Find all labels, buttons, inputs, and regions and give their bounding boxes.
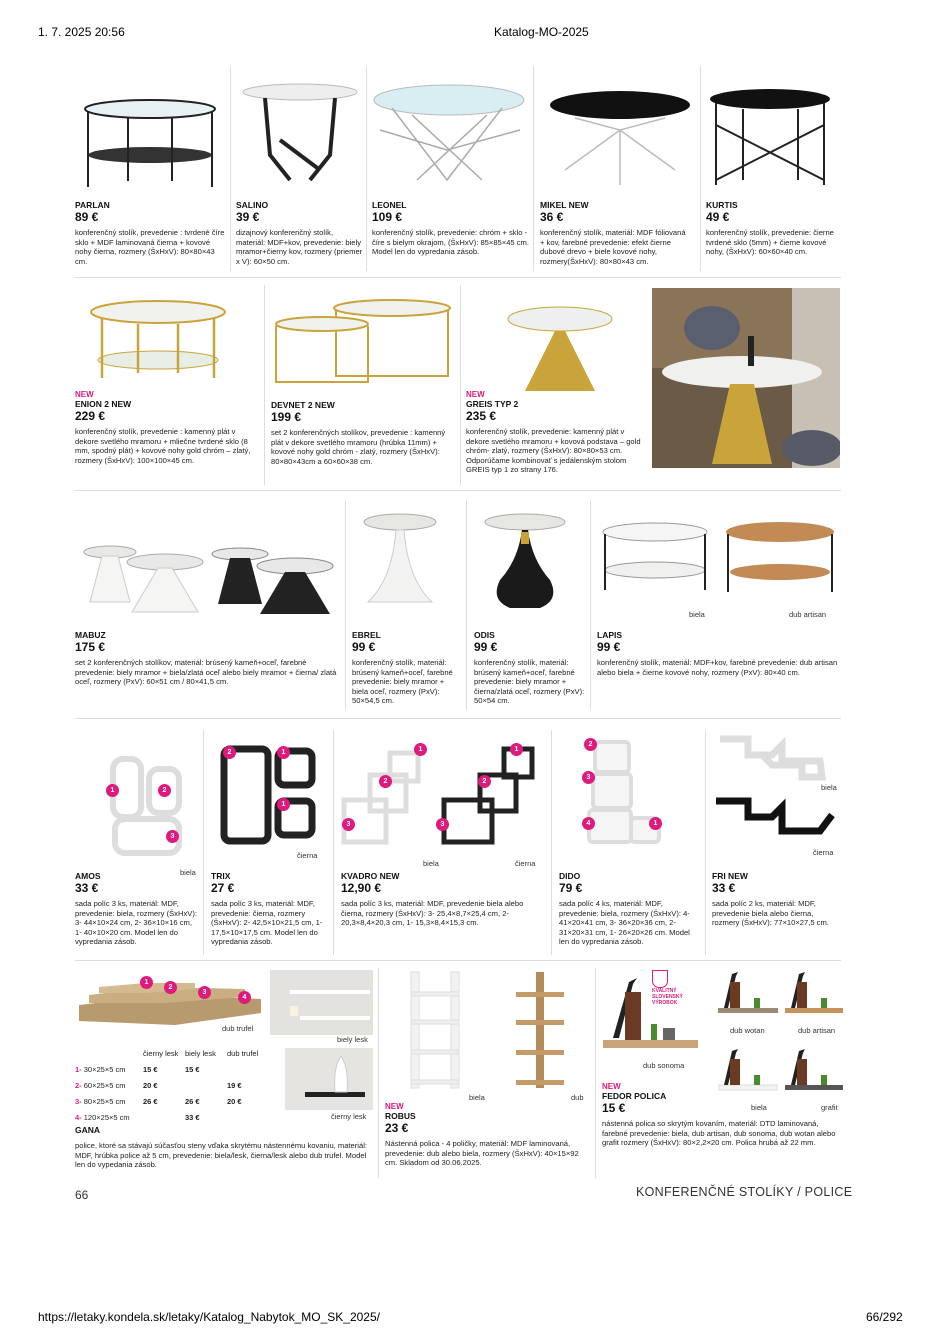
variant-label: biela bbox=[751, 1103, 767, 1112]
lapis-image bbox=[600, 520, 840, 605]
variant-label: biela bbox=[180, 868, 196, 877]
product-name: KVADRO NEW bbox=[341, 871, 400, 881]
number-badge: 3 bbox=[198, 986, 211, 999]
fedor-wotan-image bbox=[718, 968, 778, 1018]
product-name: ODIS bbox=[474, 630, 495, 640]
product-name: KURTIS bbox=[706, 200, 738, 210]
table-header: biely lesk bbox=[185, 1048, 216, 1058]
product-price: 33 € bbox=[75, 881, 99, 895]
product-name: MIKEL NEW bbox=[540, 200, 589, 210]
product-desc: sada políc 4 ks, materiál: MDF, prevedenie: biela, rozmery (ŠxHxV): 4- 41×20×41 cm, 3- 36×20×36 cm, 2- 31×20×31 cm, 1- 26×20×26 cm. Model len do vypredania zásob. bbox=[559, 899, 690, 946]
product-kurtis bbox=[706, 200, 842, 257]
product-price: 99 € bbox=[597, 640, 621, 654]
product-desc: konferenčný stolík, prevedenie: kamenný plát v dekore svetlého mramoru + kovová podstava – gold chróm- zlatý, rozmery (ŠxHxV): 80×80×53 cm. Odporúčame kombinovať s jedálenským stolom GREIS typ 1 zo strany 176. bbox=[466, 427, 641, 474]
product-name: LEONEL bbox=[372, 200, 407, 210]
variant-label: dub artisan bbox=[789, 610, 827, 619]
number-badge: 1 bbox=[649, 817, 662, 830]
variant-label: grafit bbox=[821, 1103, 838, 1112]
number-badge: 3 bbox=[166, 830, 179, 843]
variant-label: biely lesk bbox=[337, 1035, 368, 1044]
quality-badge: KVALITNÝ SLOVENSKÝ VÝROBOK bbox=[652, 970, 712, 1006]
variant-label: čierna bbox=[515, 859, 536, 868]
trix-image bbox=[220, 745, 320, 845]
leonel-image bbox=[372, 80, 527, 190]
parlan-image bbox=[80, 95, 220, 195]
mabuz-image bbox=[80, 540, 340, 620]
product-desc: konferenčný stolík, materiál: brúsený kameň+oceľ, farebné prevedenie: biely mramor + čierna/zlatá oceľ, rozmery (PxV): 50×54 cm. bbox=[474, 658, 585, 705]
number-badge: 1 bbox=[140, 976, 153, 989]
product-price: 36 € bbox=[540, 210, 564, 224]
product-mabuz bbox=[75, 630, 339, 687]
product-price: 175 € bbox=[75, 640, 106, 654]
product-price: 229 € bbox=[75, 409, 106, 423]
number-badge: 4 bbox=[238, 991, 251, 1004]
slovak-product-icon bbox=[652, 970, 668, 988]
devnet-image bbox=[272, 298, 452, 388]
dido-image bbox=[585, 738, 665, 848]
odis-image bbox=[480, 510, 570, 620]
product-price: 23 € bbox=[385, 1121, 409, 1135]
table-row: 1- 30×25×5 cm 15 € 15 € bbox=[75, 1064, 200, 1074]
footer-page-count: 66/292 bbox=[866, 1310, 903, 1324]
product-desc: sada políc 3 ks, materiál: MDF, prevedenie: biela, rozmery (ŠxHxV): 3- 44×10×24 cm, 2- 36×10×16 cm, 1- 40×10×20 cm. Model len do vypredania zásob. bbox=[75, 899, 197, 946]
product-desc: sada políc 3 ks, materiál: MDF, prevedenie biela alebo čierna, rozmery (ŠxHxV): 3- 25,4×8,7×25,4 cm, 2- 20,3×8,4×20,3 cm, 1- 15,3×8,4×15,3 cm. bbox=[341, 899, 524, 927]
product-desc: konferenčný stolík, prevedenie : kamenný plát v dekore svetlého mramoru + mliečne tvrdené sklo (8 mm, spodný plát) + kovové nohy gold chróm – zlatý, rozmery (ŠxHxV): 100×100×45 cm. bbox=[75, 427, 251, 465]
product-name: FRI NEW bbox=[712, 871, 748, 881]
print-datetime: 1. 7. 2025 20:56 bbox=[38, 25, 125, 39]
product-price: 12,90 € bbox=[341, 881, 382, 895]
product-lapis bbox=[597, 630, 841, 677]
product-desc: konferenčný stolík, prevedenie: chróm + sklo - číre s bielym okrajom, (ŠxHxV): 85×85×45 cm. Model len do vypredania zásob. bbox=[372, 228, 529, 256]
product-devnet bbox=[271, 400, 455, 466]
new-badge: NEW bbox=[602, 1082, 621, 1091]
product-desc: police, ktoré sa stávajú súčasťou steny vďaka skrytému nástennému kovaniu, materiál: MDF, hrúbka police až 5 cm, prevedenie: biela/lesk, čierna/lesk alebo dub trufel. Model len do vypedania zásob. bbox=[75, 1141, 367, 1169]
product-name: EBREL bbox=[352, 630, 381, 640]
table-header: čierny lesk bbox=[143, 1048, 179, 1058]
ebrel-image bbox=[360, 510, 440, 620]
product-name: FEDOR POLICA bbox=[602, 1091, 667, 1101]
variant-label: biela bbox=[821, 783, 837, 792]
variant-label: dub bbox=[571, 1093, 584, 1102]
page-number: 66 bbox=[75, 1188, 89, 1202]
new-badge: NEW bbox=[75, 390, 94, 399]
product-greis bbox=[466, 390, 646, 475]
table-row: 4- 120×25×5 cm 33 € bbox=[75, 1112, 200, 1122]
new-badge: NEW bbox=[466, 390, 485, 399]
kvadro-image bbox=[340, 745, 550, 850]
footer-url[interactable]: https://letaky.kondela.sk/letaky/Katalog_Nabytok_MO_SK_2025/ bbox=[38, 1310, 380, 1324]
enion-image bbox=[88, 298, 228, 388]
robus-white-image bbox=[405, 970, 465, 1090]
product-name: SALINO bbox=[236, 200, 269, 210]
product-enion bbox=[75, 390, 259, 465]
product-price: 33 € bbox=[712, 881, 736, 895]
mikel-image bbox=[545, 90, 695, 190]
number-badge: 1 bbox=[277, 746, 290, 759]
product-price: 15 € bbox=[602, 1101, 626, 1115]
salino-image bbox=[240, 80, 360, 190]
new-badge: NEW bbox=[385, 1102, 404, 1111]
product-trix bbox=[211, 871, 327, 947]
table-row: 3- 80×25×5 cm 26 € 26 € 20 € bbox=[75, 1096, 242, 1106]
product-name: ROBUS bbox=[385, 1111, 416, 1121]
product-price: 199 € bbox=[271, 410, 302, 424]
greis-image bbox=[505, 305, 615, 395]
number-badge: 3 bbox=[342, 818, 355, 831]
robus-oak-image bbox=[510, 970, 570, 1090]
product-name: GREIS TYP 2 bbox=[466, 399, 519, 409]
product-kvadro bbox=[341, 871, 546, 928]
product-price: 99 € bbox=[474, 640, 498, 654]
product-name: PARLAN bbox=[75, 200, 110, 210]
product-name: LAPIS bbox=[597, 630, 623, 640]
number-badge: 4 bbox=[582, 817, 595, 830]
gana-white-photo bbox=[270, 970, 373, 1035]
product-price: 49 € bbox=[706, 210, 730, 224]
number-badge: 2 bbox=[223, 746, 236, 759]
product-desc: nástenná polica so skrytým kovaním, materiál: DTD laminovaná, farebné prevedenie: biela, dub artisan, dub sonoma, dub wotan alebo grafit rozmery (ŠxHxV): 80×2,2×20 cm. Polica hrubá až 22 mm. bbox=[602, 1119, 836, 1147]
product-price: 99 € bbox=[352, 640, 376, 654]
product-gana bbox=[75, 1125, 373, 1170]
product-name: TRIX bbox=[211, 871, 231, 881]
number-badge: 1 bbox=[510, 743, 523, 756]
product-price: 39 € bbox=[236, 210, 260, 224]
variant-label: čierna bbox=[297, 851, 318, 860]
product-mikel bbox=[540, 200, 690, 266]
variant-label: dub sonoma bbox=[643, 1061, 685, 1070]
product-robus bbox=[385, 1102, 591, 1168]
greis-interior-photo bbox=[652, 288, 840, 468]
variant-label: čierna bbox=[813, 848, 834, 857]
product-name: GANA bbox=[75, 1125, 101, 1135]
number-badge: 2 bbox=[158, 784, 171, 797]
number-badge: 2 bbox=[584, 738, 597, 751]
variant-label: dub trufel bbox=[222, 1024, 254, 1033]
product-price: 109 € bbox=[372, 210, 403, 224]
product-price: 79 € bbox=[559, 881, 583, 895]
product-price: 235 € bbox=[466, 409, 497, 423]
product-fedor bbox=[602, 1082, 842, 1148]
product-leonel bbox=[372, 200, 530, 257]
number-badge: 3 bbox=[436, 818, 449, 831]
number-badge: 1 bbox=[277, 798, 290, 811]
product-name: ENION 2 NEW bbox=[75, 399, 132, 409]
table-header: dub trufel bbox=[227, 1048, 259, 1058]
product-desc: set 2 konferenčných stolíkov, materiál: brúsený kameň+oceľ, farebné prevedenie: biely mramor + biela/zlatá oceľ alebo biely mramor + čierna/ zlatá oceľ, rozmery (PxV): 60×51 cm / 80×41,5 cm. bbox=[75, 658, 337, 686]
number-badge: 1 bbox=[414, 743, 427, 756]
variant-label: dub artisan bbox=[798, 1026, 836, 1035]
section-title: KONFERENČNÉ STOLÍKY / POLICE bbox=[636, 1185, 853, 1199]
product-price: 27 € bbox=[211, 881, 235, 895]
variant-label: dub wotan bbox=[730, 1026, 765, 1035]
product-price: 89 € bbox=[75, 210, 99, 224]
product-parlan bbox=[75, 200, 225, 266]
number-badge: 2 bbox=[478, 775, 491, 788]
kurtis-image bbox=[708, 85, 833, 195]
number-badge: 3 bbox=[582, 771, 595, 784]
product-name: AMOS bbox=[75, 871, 101, 881]
product-desc: sada políc 2 ks, materiál: MDF, prevedenie biela alebo čierna, rozmery (ŠxHxV): 77×10×27,5 cm. bbox=[712, 899, 829, 927]
product-desc: set 2 konferenčných stolíkov, prevedenie : kamenný plát v dekore svetlého mramoru (hrúbka 11mm) + kovové nohy gold chróm - zlatý, rozmery (ŠxHxV): 80×80×43cm a 60×60×38 cm. bbox=[271, 428, 446, 466]
number-badge: 1 bbox=[106, 784, 119, 797]
gana-price-table bbox=[75, 1045, 269, 1125]
variant-label: biela bbox=[689, 610, 705, 619]
product-odis bbox=[474, 630, 586, 706]
product-name: DEVNET 2 NEW bbox=[271, 400, 335, 410]
product-desc: sada políc 3 ks, materiál: MDF, prevedenie: čierna, rozmery (ŠxHxV): 2- 42,5×10×21,5 cm, 1- 17,5×10×17,5 cm. Model len do vypredania zásob. bbox=[211, 899, 323, 946]
product-amos bbox=[75, 871, 199, 947]
number-badge: 2 bbox=[164, 981, 177, 994]
product-salino bbox=[236, 200, 364, 266]
print-title: Katalog-MO-2025 bbox=[494, 25, 589, 39]
product-desc: dizajnový konferenčný stolík, materiál: MDF+kov, prevedenie: biely mramor+čierny kov, rozmery (priemer x V): 60×50 cm. bbox=[236, 228, 363, 266]
product-ebrel bbox=[352, 630, 462, 706]
amos-image bbox=[105, 755, 190, 860]
variant-label: čierny lesk bbox=[331, 1112, 367, 1121]
gana-black-photo bbox=[285, 1048, 373, 1110]
product-name: DIDO bbox=[559, 871, 581, 881]
product-desc: konferenčný stolík, materiál: MDF+kov, farebné prevedenie: dub artisan alebo biela + čierne kovové nohy, rozmery (PxV): 80×40 cm. bbox=[597, 658, 838, 677]
product-desc: konferenčný stolík, materiál: brúsený kameň+oceľ, farebné prevedenie: biely mramor + biela oceľ, rozmery (PxV): 50×54,5 cm. bbox=[352, 658, 453, 705]
product-desc: konferenčný stolík, materiál: MDF fóliovaná + kov, farebné prevedenie: efekt čierne dubové drevo + biele kovové nohy, rozmery(ŠxHxV): 80×80×43 cm. bbox=[540, 228, 686, 266]
product-fri bbox=[712, 871, 842, 928]
variant-label: biela bbox=[469, 1093, 485, 1102]
product-desc: konferenčný stolík, prevedenie: čierne tvrdené sklo (5mm) + čierne kovové nohy, (ŠxHxV): 60×60×40 cm. bbox=[706, 228, 834, 256]
variant-label: biela bbox=[423, 859, 439, 868]
fedor-artisan-image bbox=[785, 968, 843, 1018]
product-name: MABUZ bbox=[75, 630, 106, 640]
table-row: 2- 60×25×5 cm 20 € 19 € bbox=[75, 1080, 242, 1090]
product-desc: konferenčný stolík, prevedenie : tvrdené číre sklo + MDF laminovaná čierna + kovové nohy čierna, rozmery (ŠxHxV): 80×80×43 cm. bbox=[75, 228, 225, 266]
number-badge: 2 bbox=[379, 775, 392, 788]
product-desc: Nástenná polica - 4 poličky, materiál: MDF laminovaná, prevedenie: dub alebo biela, rozmery (ŠxHxV): 40×15×92 cm. Skladom od 30.06.2025. bbox=[385, 1139, 579, 1167]
product-dido bbox=[559, 871, 699, 947]
